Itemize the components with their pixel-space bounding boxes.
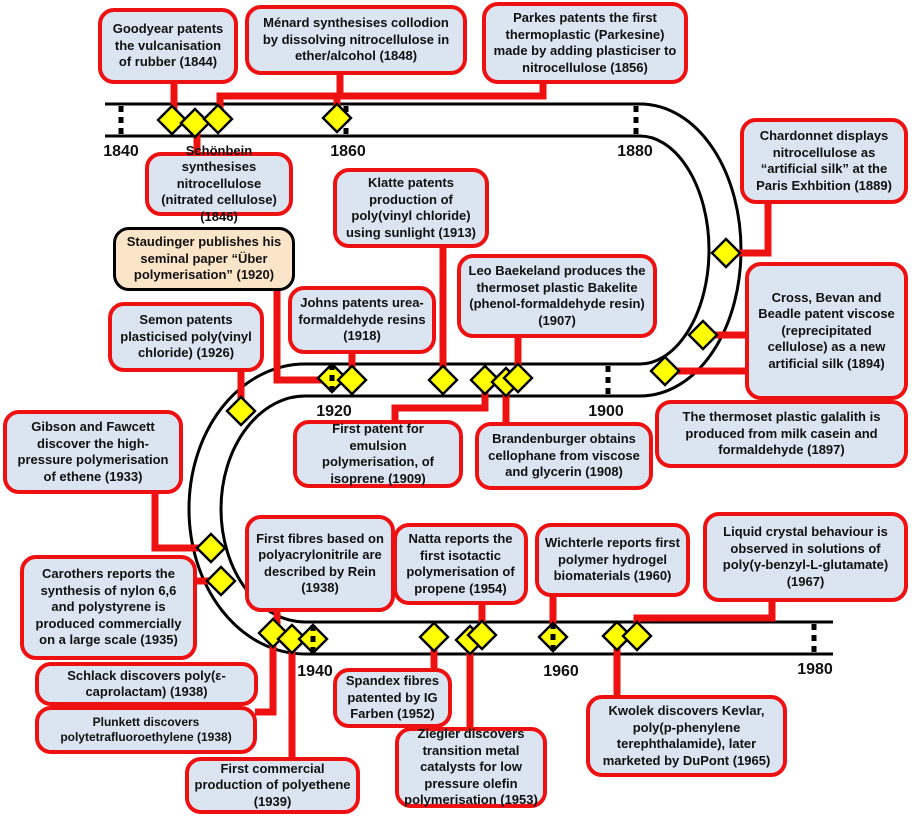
event-callout-1926-semon: Semon patents plasticised poly(vinyl chloride) (1926) [108,302,264,372]
event-callout-1952-spandex: Spandex fibres patented by IG Farben (1952) [333,668,452,728]
year-label-1900: 1900 [588,403,624,420]
event-callout-1938-plunkett: Plunkett discovers polytetrafluoroethylene (1938) [35,706,257,754]
event-callout-1846-schonbein: Schönbein synthesises nitrocellulose (nitrated cellulose) (1846) [145,152,293,216]
year-label-1960: 1960 [543,663,579,680]
year-label-1920: 1920 [316,403,352,420]
event-callout-1960-wichterle: Wichterle reports first polymer hydrogel biomaterials (1960) [535,523,690,597]
event-callout-1939-polyethene: First commercial production of polyethene (1939) [185,757,360,814]
year-label-1940: 1940 [297,663,333,680]
event-callout-1938-schlack: Schlack discovers poly(ε-caprolactam) (1938) [35,662,258,706]
event-callout-1913-klatte: Klatte patents production of poly(vinyl chloride) using sunlight (1913) [333,168,489,248]
event-callout-1909-emulsion: First patent for emulsion polymerisation, of isoprene (1909) [293,420,463,488]
year-label-1860: 1860 [330,143,366,160]
event-callout-1954-natta: Natta reports the first isotactic polymerisation of propene (1954) [393,523,528,605]
event-callout-1933-gibson-fawcett: Gibson and Fawcett discover the high-pressure polymerisation of ethene (1933) [3,410,183,494]
event-callout-1918-johns: Johns patents urea-formaldehyde resins (1918) [288,286,436,354]
event-callout-1938-rein: First fibres based on polyacrylonitrile are described by Rein (1938) [245,515,395,612]
event-callout-1935-carothers: Carothers reports the synthesis of nylon 6,6 and polystyrene is produced commercially on a large scale (1935) [20,555,197,660]
event-callout-1908-brandenburger: Brandenburger obtains cellophane from viscose and glycerin (1908) [475,422,653,490]
year-label-1980: 1980 [797,661,833,678]
event-callout-1894-cross-bevan-beadle: Cross, Bevan and Beadle patent viscose (reprecipitated cellulose) as a new artificial silk (1894) [745,262,908,400]
event-callout-1844-goodyear: Goodyear patents the vulcanisation of rubber (1844) [98,8,238,84]
event-callout-1920-staudinger: Staudinger publishes his seminal paper “Über polymerisation” (1920) [113,227,295,291]
event-callout-1953-ziegler: Ziegler discovers transition metal catalysts for low pressure olefin polymerisation (1953) [395,727,547,808]
year-label-1840: 1840 [103,143,139,160]
year-label-1880: 1880 [617,143,653,160]
event-callout-1848-menard: Ménard synthesises collodion by dissolving nitrocellulose in ether/alcohol (1848) [245,5,467,75]
event-callout-1889-chardonnet: Chardonnet displays nitrocellulose as “artificial silk” at the Paris Exhbition (1889) [740,118,908,204]
event-callout-1907-baekeland: Leo Baekeland produces the thermoset plastic Bakelite (phenol-formaldehyde resin) (1907) [457,254,657,338]
event-callout-1856-parkes: Parkes patents the first thermoplastic (Parkesine) made by adding plasticiser to nitrocellulose (1856) [482,2,688,84]
event-callout-1965-kwolek: Kwolek discovers Kevlar, poly(p-phenylene terephthalamide), later marketed by DuPont (1965) [586,695,787,777]
event-callout-1967-liquid-crystal: Liquid crystal behaviour is observed in solutions of poly(γ-benzyl-L-glutamate) (1967) [703,512,908,602]
event-callout-1897-galalith: The thermoset plastic galalith is produced from milk casein and formaldehyde (1897) [655,400,908,468]
